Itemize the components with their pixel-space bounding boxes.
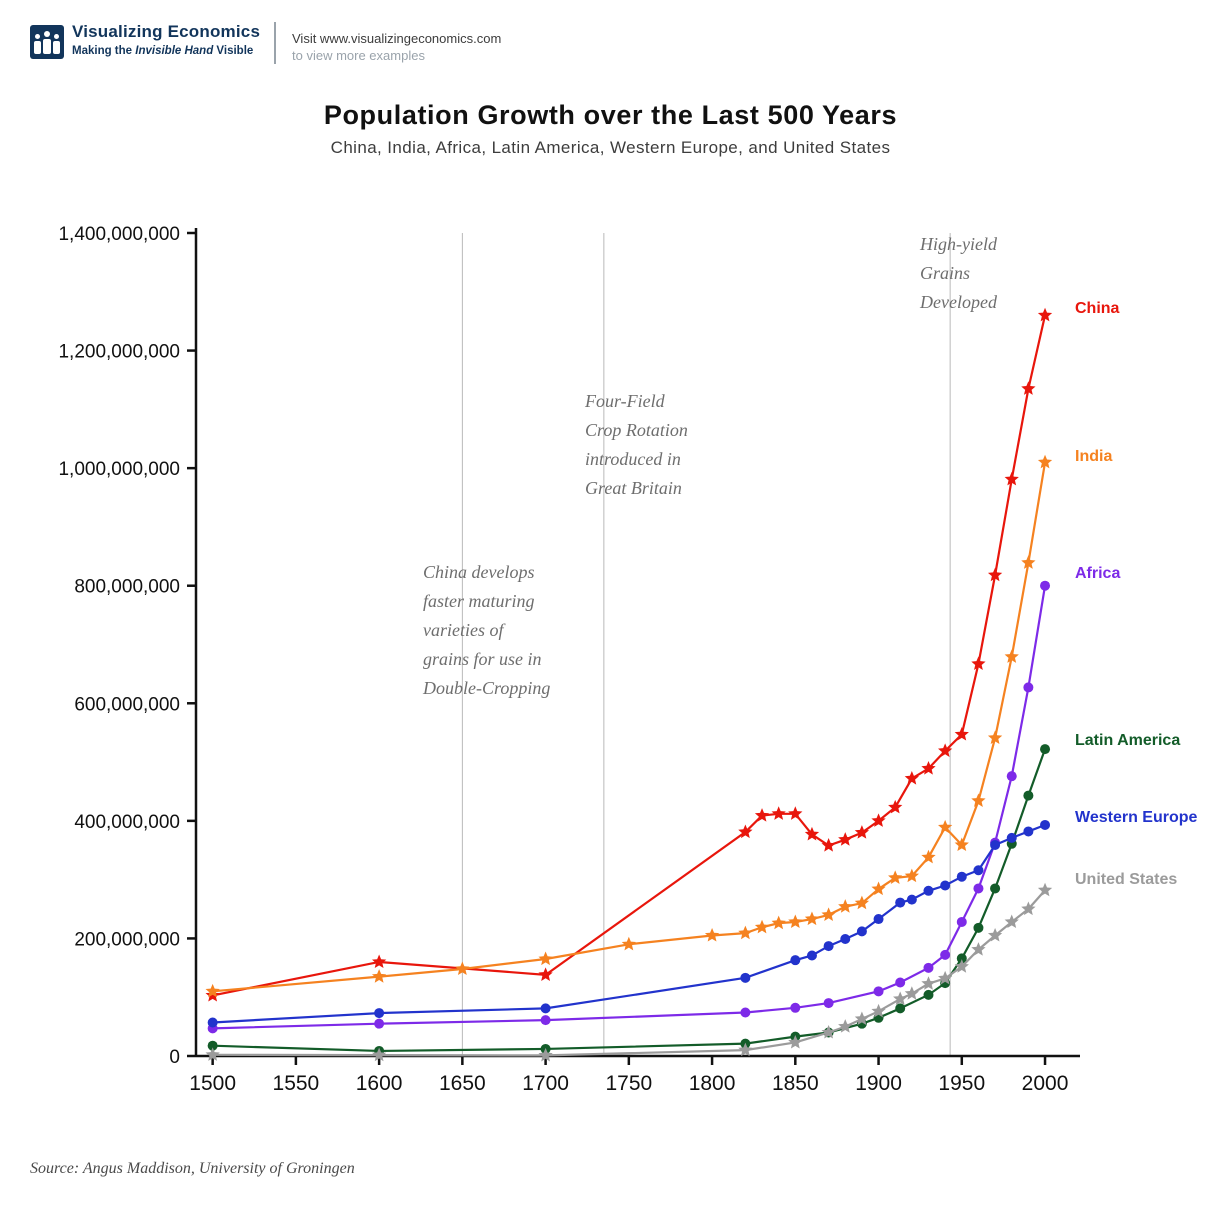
- brand-tagline-emphasis: Invisible Hand: [135, 45, 214, 57]
- data-point-marker: [1023, 791, 1033, 801]
- data-point-marker: [740, 973, 750, 983]
- data-point-marker: [541, 1015, 551, 1025]
- series-china: [206, 308, 1053, 1002]
- data-point-marker: [821, 838, 835, 852]
- data-point-marker: [740, 1007, 750, 1017]
- data-point-marker: [372, 969, 386, 983]
- y-axis-ticks: [58, 224, 196, 1068]
- y-tick-label: 0: [169, 1047, 180, 1068]
- data-point-marker: [1007, 771, 1017, 781]
- data-point-marker: [940, 950, 950, 960]
- series-label-united-states: United States: [1075, 871, 1178, 888]
- data-point-marker: [1040, 744, 1050, 754]
- data-point-marker: [788, 806, 802, 820]
- data-point-marker: [895, 978, 905, 988]
- annotation-line-text: Grains: [920, 263, 971, 283]
- x-tick-label: 1500: [189, 1072, 237, 1095]
- data-point-marker: [838, 899, 852, 913]
- annotation-line-text: faster maturing: [423, 591, 535, 611]
- x-tick-label: 1550: [272, 1072, 320, 1095]
- data-point-marker: [790, 955, 800, 965]
- source-note: Source: Angus Maddison, University of Groningen: [30, 1160, 355, 1177]
- data-point-marker: [772, 806, 786, 820]
- y-tick-label: 800,000,000: [74, 576, 180, 598]
- data-point-marker: [1040, 820, 1050, 830]
- series-label-china: China: [1075, 300, 1120, 317]
- data-point-marker: [805, 912, 819, 926]
- data-point-marker: [990, 840, 1000, 850]
- data-point-marker: [821, 907, 835, 921]
- data-point-marker: [905, 771, 919, 785]
- data-point-marker: [857, 926, 867, 936]
- x-tick-label: 1950: [938, 1072, 986, 1095]
- data-point-marker: [957, 917, 967, 927]
- data-point-marker: [973, 865, 983, 875]
- data-point-marker: [923, 886, 933, 896]
- x-tick-label: 1750: [605, 1072, 653, 1095]
- series-line: [213, 825, 1045, 1023]
- data-point-marker: [990, 883, 1000, 893]
- x-axis-ticks: [189, 1056, 1068, 1095]
- data-point-marker: [895, 898, 905, 908]
- data-point-marker: [855, 825, 869, 839]
- y-tick-label: 1,000,000,000: [58, 459, 180, 481]
- series-label-india: India: [1075, 448, 1113, 465]
- data-point-marker: [538, 967, 552, 981]
- data-point-marker: [622, 937, 636, 951]
- page-title: Population Growth over the Last 500 Years: [323, 100, 898, 130]
- annotation-line-text: China develops: [423, 562, 535, 582]
- annotation-line-text: grains for use in: [423, 649, 542, 669]
- data-point-marker: [824, 941, 834, 951]
- brand-title: Visualizing Economics: [72, 22, 261, 41]
- data-point-marker: [905, 986, 919, 1000]
- data-point-marker: [838, 1019, 852, 1033]
- x-tick-label: 1850: [771, 1072, 819, 1095]
- chart-axes: [196, 228, 1080, 1056]
- data-point-marker: [738, 926, 752, 940]
- data-point-marker: [755, 920, 769, 934]
- visit-url: Visit www.visualizingeconomics.com: [292, 31, 502, 46]
- annotation-line-text: Great Britain: [585, 478, 682, 498]
- data-point-marker: [1023, 682, 1033, 692]
- y-tick-label: 600,000,000: [74, 694, 180, 716]
- data-point-marker: [772, 916, 786, 930]
- annotations-group: [422, 234, 998, 698]
- data-point-marker: [1007, 833, 1017, 843]
- series-africa: [208, 581, 1050, 1034]
- annotation-vertical-lines: [462, 233, 950, 1056]
- data-point-marker: [788, 914, 802, 928]
- data-point-marker: [541, 1003, 551, 1013]
- annotation-line-text: Four-Field: [585, 391, 665, 411]
- x-tick-label: 1650: [439, 1072, 486, 1095]
- data-point-marker: [971, 793, 985, 807]
- brand-tagline-pre: Making the: [72, 45, 136, 57]
- annotation-line-text: Developed: [920, 292, 997, 312]
- data-point-marker: [923, 963, 933, 973]
- series-label-western-europe: Western Europe: [1075, 809, 1198, 826]
- data-point-marker: [1040, 581, 1050, 591]
- data-point-marker: [874, 986, 884, 996]
- y-tick-label: 1,200,000,000: [58, 341, 180, 363]
- data-point-marker: [907, 895, 917, 905]
- data-point-marker: [838, 832, 852, 846]
- data-point-marker: [957, 872, 967, 882]
- series-label-africa: Africa: [1075, 565, 1121, 582]
- data-point-marker: [538, 952, 552, 966]
- data-point-marker: [790, 1003, 800, 1013]
- x-tick-label: 1800: [688, 1072, 736, 1095]
- annotation-line-text: Double-Cropping: [423, 678, 551, 698]
- data-point-marker: [973, 883, 983, 893]
- data-point-marker: [824, 998, 834, 1008]
- y-tick-label: 400,000,000: [74, 811, 180, 833]
- data-point-marker: [374, 1008, 384, 1018]
- annotation-four-field: [584, 391, 688, 498]
- data-point-marker: [840, 934, 850, 944]
- y-tick-label: 1,400,000,000: [58, 224, 180, 245]
- annotation-high-yield: [919, 234, 998, 312]
- brand-tagline-post: Visible: [213, 45, 254, 57]
- annotation-line-text: varieties of: [423, 620, 504, 640]
- series-line: [213, 462, 1045, 991]
- data-point-marker: [1023, 826, 1033, 836]
- series-latin-america: [208, 744, 1050, 1056]
- x-tick-label: 1700: [522, 1072, 569, 1095]
- visit-subtext: to view more examples: [292, 48, 425, 63]
- series-labels: [1075, 300, 1198, 888]
- series-label-latin-america: Latin America: [1075, 732, 1181, 749]
- data-point-marker: [705, 928, 719, 942]
- data-point-marker: [923, 990, 933, 1000]
- data-point-marker: [374, 1019, 384, 1029]
- series-line: [213, 749, 1045, 1051]
- data-point-marker: [973, 923, 983, 933]
- data-point-marker: [807, 950, 817, 960]
- data-point-marker: [895, 1003, 905, 1013]
- x-tick-label: 1900: [855, 1072, 902, 1095]
- data-point-marker: [940, 881, 950, 891]
- x-tick-label: 2000: [1021, 1072, 1069, 1095]
- annotation-double-cropping: [422, 562, 550, 698]
- x-tick-label: 1600: [355, 1072, 403, 1095]
- annotation-line-text: High-yield: [920, 234, 997, 254]
- series-line: [213, 315, 1045, 995]
- series-line: [213, 586, 1045, 1029]
- annotation-line-text: Crop Rotation: [585, 420, 688, 440]
- data-point-marker: [874, 914, 884, 924]
- y-tick-label: 200,000,000: [74, 929, 180, 951]
- page-subtitle: China, India, Africa, Latin America, Western Europe, and United States: [330, 138, 891, 157]
- annotation-line-text: introduced in: [585, 449, 681, 469]
- data-point-marker: [372, 954, 386, 968]
- data-point-marker: [208, 1017, 218, 1027]
